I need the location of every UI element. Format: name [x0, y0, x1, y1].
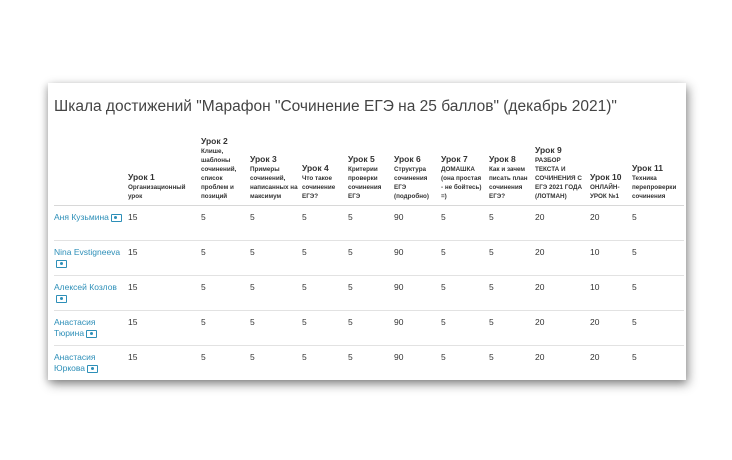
score-cell: 5 — [197, 346, 246, 381]
score-cell: 5 — [485, 206, 531, 241]
score-cell: 5 — [437, 241, 485, 276]
table-row — [54, 241, 684, 276]
score-cell: 15 — [124, 241, 197, 276]
score-cell: 15 — [124, 276, 197, 311]
column-header-lesson-1: Урок 1 Организационный урок — [124, 125, 197, 206]
column-header-lesson-2: Урок 2 Клише, шаблоны сочинений, список проблем и позиций — [197, 125, 246, 206]
score-cell: 90 — [390, 206, 437, 241]
student-name[interactable]: Алексей Козлов — [54, 282, 117, 292]
score-cell: 5 — [197, 276, 246, 311]
score-cell: 20 — [586, 311, 628, 346]
score-cell: 5 — [628, 206, 684, 241]
eye-icon[interactable] — [56, 260, 67, 268]
eye-icon[interactable] — [111, 214, 122, 222]
column-header-lesson-3: Урок 3 Примеры сочинений, написанных на максимум — [246, 125, 298, 206]
student-name[interactable]: Анастасия Тюрина — [54, 317, 96, 338]
score-cell: 20 — [531, 311, 586, 346]
score-cell: 90 — [390, 241, 437, 276]
score-cell: 5 — [197, 241, 246, 276]
score-cell: 5 — [246, 311, 298, 346]
score-cell: 5 — [485, 311, 531, 346]
score-cell: 5 — [197, 206, 246, 241]
score-cell: 90 — [390, 276, 437, 311]
score-cell: 15 — [124, 206, 197, 241]
score-cell: 5 — [628, 276, 684, 311]
table-row — [54, 206, 684, 241]
score-cell: 20 — [531, 206, 586, 241]
achievement-table — [54, 125, 684, 380]
student-name-link[interactable] — [54, 241, 124, 276]
score-cell: 5 — [298, 276, 344, 311]
page-title: Шкала достижений "Марафон "Сочинение ЕГЭ на 25 баллов" (декабрь 2021)" — [54, 98, 617, 115]
score-cell: 20 — [586, 346, 628, 381]
student-name-link[interactable] — [54, 346, 124, 381]
score-cell: 20 — [531, 276, 586, 311]
student-name-link[interactable] — [54, 311, 124, 346]
score-cell: 5 — [298, 241, 344, 276]
achievement-card — [48, 83, 686, 380]
score-cell: 5 — [197, 311, 246, 346]
column-header-lesson-5: Урок 5 Критерии проверки сочинения ЕГЭ — [344, 125, 390, 206]
score-cell: 90 — [390, 346, 437, 381]
score-cell: 5 — [485, 276, 531, 311]
score-cell: 90 — [390, 311, 437, 346]
score-cell: 5 — [344, 206, 390, 241]
score-cell: 5 — [246, 206, 298, 241]
score-cell: 5 — [628, 346, 684, 381]
score-cell: 10 — [586, 241, 628, 276]
table-row — [54, 346, 684, 381]
score-cell: 5 — [246, 276, 298, 311]
table-row — [54, 311, 684, 346]
score-cell: 20 — [531, 346, 586, 381]
score-cell: 5 — [298, 311, 344, 346]
score-cell: 5 — [246, 346, 298, 381]
column-header-lesson-11: Урок 11 Техника перепроверки сочинения — [628, 125, 684, 206]
score-cell: 5 — [344, 276, 390, 311]
score-cell: 10 — [586, 276, 628, 311]
score-cell: 5 — [298, 346, 344, 381]
score-cell: 5 — [485, 241, 531, 276]
score-cell: 20 — [586, 206, 628, 241]
table-row — [54, 276, 684, 311]
score-cell: 5 — [485, 346, 531, 381]
score-cell: 5 — [344, 241, 390, 276]
student-name[interactable]: Nina Evstigneeva — [54, 247, 121, 257]
column-header-lesson-8: Урок 8 Как и зачем писать план сочинения ЕГЭ? — [485, 125, 531, 206]
score-cell: 5 — [246, 241, 298, 276]
score-cell: 5 — [437, 206, 485, 241]
column-header-lesson-6: Урок 6 Структура сочинения ЕГЭ (подробно) — [390, 125, 437, 206]
student-name[interactable]: Анастасия Юркова — [54, 352, 96, 373]
eye-icon[interactable] — [86, 330, 97, 338]
score-cell: 5 — [628, 241, 684, 276]
score-cell: 5 — [437, 346, 485, 381]
score-cell: 5 — [437, 276, 485, 311]
column-header-lesson-9: Урок 9 РАЗБОР ТЕКСТА И СОЧИНЕНИЯ С ЕГЭ 2021 ГОДА (ЛОТМАН) — [531, 125, 586, 206]
score-cell: 15 — [124, 311, 197, 346]
student-name-link[interactable] — [54, 276, 124, 311]
score-cell: 20 — [531, 241, 586, 276]
student-name[interactable]: Аня Кузьмина — [54, 212, 109, 222]
score-cell: 5 — [437, 311, 485, 346]
eye-icon[interactable] — [56, 295, 67, 303]
column-header-lesson-7: Урок 7 ДОМАШКА (она простая - не бойтесь) =) — [437, 125, 485, 206]
score-cell: 5 — [298, 206, 344, 241]
column-header-lesson-10: Урок 10 ОНЛАЙН-УРОК №1 — [586, 125, 628, 206]
student-name-link[interactable] — [54, 206, 124, 241]
header-row — [54, 125, 684, 206]
score-cell: 5 — [344, 311, 390, 346]
score-cell: 5 — [344, 346, 390, 381]
score-cell: 15 — [124, 346, 197, 381]
name-column-header — [54, 125, 124, 206]
column-header-lesson-4: Урок 4 Что такое сочинение ЕГЭ? — [298, 125, 344, 206]
score-cell: 5 — [628, 311, 684, 346]
eye-icon[interactable] — [87, 365, 98, 373]
